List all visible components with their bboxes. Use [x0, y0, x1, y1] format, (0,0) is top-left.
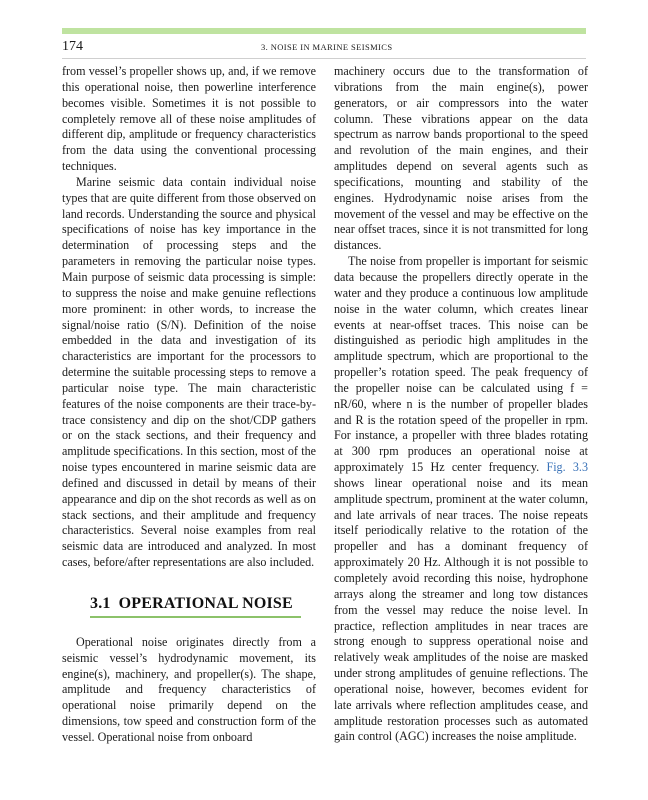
paragraph: machinery occurs due to the transformation of vibrations from the main engine(s), power generators, or air compressors into the water column. These vibrations appear on the data spectrum as narrow bands proportional to the speed and revolution of the main engines, and their amplitudes depend on several agents such as specifications, mounting and stability of the engines. Hydrodynamic noise arises from the movement of the vessel and may be effective on the near offset traces, since it is not transmitted for long distances.: [334, 64, 588, 253]
figure-reference-link[interactable]: Fig. 3.3: [546, 460, 588, 475]
paragraph: Marine seismic data contain individual noise types that are quite different from those observed on land records. Understanding the source and physical specifications of noise has key importance in the determination of processing steps and the parameters in removing the particular noise types. Main purpose of seismic data processing is simple: to suppress the noise and make genuine reflections more prominent: in other words, to increase the signal/noise ratio (S/N). Definition of the noise embedded in the data and investigation of its characteristics are important for the processors to determine the suitable processing steps to remove a particular noise type. The main characteristic features of the noise components are their trace-by-trace consistency and dip on the shot/CDP gathers or on the stack sections, and their frequency and amplitude specifications. In this section, most of the noise types encountered in marine seismic data are defined and discussed in detail by means of their appearance and dip on the shot records as well as on stack sections, and their amplitude and frequency characteristics. Several noise examples from real seismic data are introduced and analyzed. In most cases, before/after representations are also included.: [62, 174, 316, 570]
section-number: 3.1: [90, 595, 111, 612]
page-header: [62, 36, 586, 59]
header-accent-bar: [62, 28, 586, 34]
left-column: [62, 64, 316, 746]
paragraph-text: The noise from propeller is important for seismic data because the propellers directly operate in the water and they produce a continuous low amplitude noise in the water column, which creates linear events at near-offset traces. This noise can be distinguished as periodic high amplitudes in the amplitude spectrum, which are proportional to the propeller’s rotation speed. The peak frequency of the propeller noise can be calculated using f = nR/60, where n is the number of propeller blades and R is the rotation speed of the propeller in rpm. For instance, a propeller with three blades rotating at 300 rpm produces an operational noise at approximately 15 Hz center frequency.: [334, 254, 588, 475]
paragraph-text: shows linear operational noise and its mean amplitude spectrum, prominent at the water column, and late arrivals of near traces. The noise repeats itself periodically relative to the rotation of the propeller and has a dominant frequency of approximately 20 Hz. Although it is not possible to completely avoid recording this noise, hydrophone arrays along the streamer and long tow distances from the vessel may reduce the noise level. In practice, reflection amplitudes in near traces are strong enough to suppress operational noise and relatively weak amplitudes of the noise are masked under strong amplitudes of genuine reflections. The operational noise, however, becomes evident for late arrivals where reflection amplitudes cease, and amplitude restoration processes such as automated gain control (AGC) increases the noise amplitude.: [334, 475, 588, 744]
section-title: OPERATIONAL NOISE: [118, 595, 293, 612]
paragraph: from vessel’s propeller shows up, and, if we remove this operational noise, then powerline interference becomes visible. Sometimes it is not possible to completely remove all of these noise amplitudes of different dip, amplitude or frequency characteristics from the data using the conventional processing techniques.: [62, 64, 316, 174]
right-column: [334, 64, 588, 745]
running-head: 3. NOISE IN MARINE SEISMICS: [261, 42, 393, 52]
paragraph: Operational noise originates directly from a seismic vessel’s hydrodynamic movement, its engine(s), machinery, and propeller(s). The shape, amplitude and frequency characteristics of operational noise primarily depend on the dimensions, tow speed and construction form of the vessel. Operational noise from onboard: [62, 634, 316, 744]
page-number: 174: [62, 39, 83, 54]
section-heading: [90, 596, 301, 618]
paragraph: [334, 254, 588, 745]
